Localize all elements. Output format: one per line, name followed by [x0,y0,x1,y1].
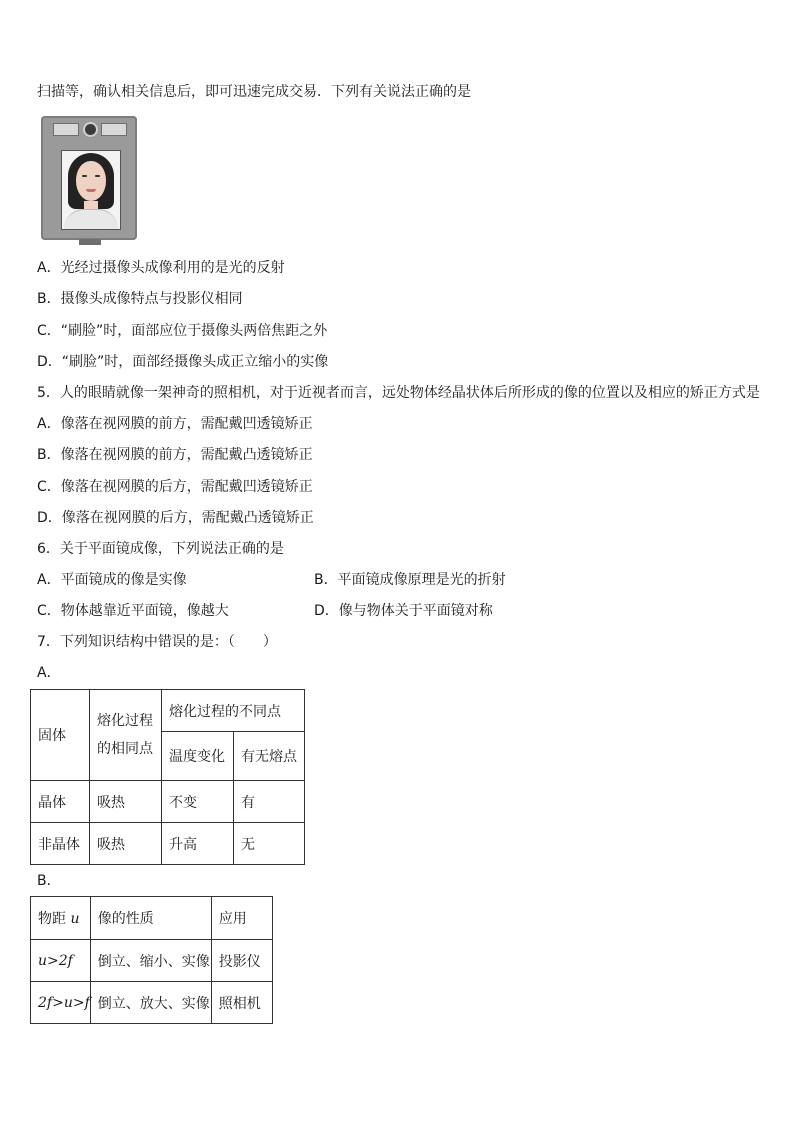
table-header-use: 应用 [211,897,272,940]
table-cell: 不变 [162,781,234,823]
camera-lens-icon [83,122,98,137]
table-cell: 非晶体 [31,823,90,865]
table-cell: 吸热 [90,781,162,823]
table-header-distance: 物距 u [31,897,91,940]
lens-image-table [30,896,273,1024]
table-header-temp: 温度变化 [162,732,234,781]
face-scan-terminal-image [41,116,137,240]
q4-option-d: D．“刷脸”时，面部经摄像头成正立缩小的实像 [37,354,329,370]
table-row [31,940,273,982]
table-cell: 无 [234,823,305,865]
table-header-point: 有无熔点 [234,732,305,781]
question-intro: 扫描等，确认相关信息后，即可迅速完成交易．下列有关说法正确的是 [37,84,471,100]
q5-option-a: A．像落在视网膜的前方，需配戴凹透镜矫正 [37,416,313,432]
q7-label-b: B． [37,873,61,889]
q5-option-c: C．像落在视网膜的后方，需配戴凹透镜矫正 [37,479,313,495]
table-header-same: 熔化过程的相同点 [90,690,162,781]
table-cell: 吸热 [90,823,162,865]
q6-option-a: A．平面镜成的像是实像 [37,572,187,588]
device-base [79,239,101,245]
table-header-nature: 像的性质 [90,897,211,940]
q6-option-d: D．像与物体关于平面镜对称 [314,603,493,619]
q6-stem: 6．关于平面镜成像，下列说法正确的是 [37,541,284,557]
q5-option-d: D．像落在视网膜的后方，需配戴凸透镜矫正 [37,510,314,526]
q7-label-a: A． [37,665,61,681]
q4-option-b: B．摄像头成像特点与投影仪相同 [37,291,243,307]
table-row [31,823,305,865]
table-row [31,781,305,823]
table-cell: 晶体 [31,781,90,823]
q5-stem: 5．人的眼睛就像一架神奇的照相机，对于近视者而言，远处物体经晶状体后所形成的像的位置以及相应的矫正方式是 [37,385,760,401]
q6-option-b: B．平面镜成像原理是光的折射 [314,572,506,588]
table-header-diff: 熔化过程的不同点 [162,690,305,732]
table-cell: 升高 [162,823,234,865]
q4-option-a: A．光经过摄像头成像利用的是光的反射 [37,260,285,276]
q7-stem: 7．下列知识结构中错误的是：（ ） [37,634,277,650]
table-cell: 有 [234,781,305,823]
table-cell: u>2f [31,940,91,982]
table-row [31,982,273,1024]
table-cell: 倒立、缩小、实像 [90,940,211,982]
table-cell: 投影仪 [211,940,272,982]
q6-option-c: C．物体越靠近平面镜，像越大 [37,603,229,619]
device-slot-right [101,123,127,136]
q4-option-c: C．“刷脸”时，面部应位于摄像头两倍焦距之外 [37,323,328,339]
table-header-solid: 固体 [31,690,90,781]
q5-option-b: B．像落在视网膜的前方，需配戴凸透镜矫正 [37,447,313,463]
table-cell: 2f>u>f [31,982,91,1024]
melting-table [30,689,305,865]
table-cell: 倒立、放大、实像 [90,982,211,1024]
device-slot-left [53,123,79,136]
table-cell: 照相机 [211,982,272,1024]
device-screen [61,150,121,230]
